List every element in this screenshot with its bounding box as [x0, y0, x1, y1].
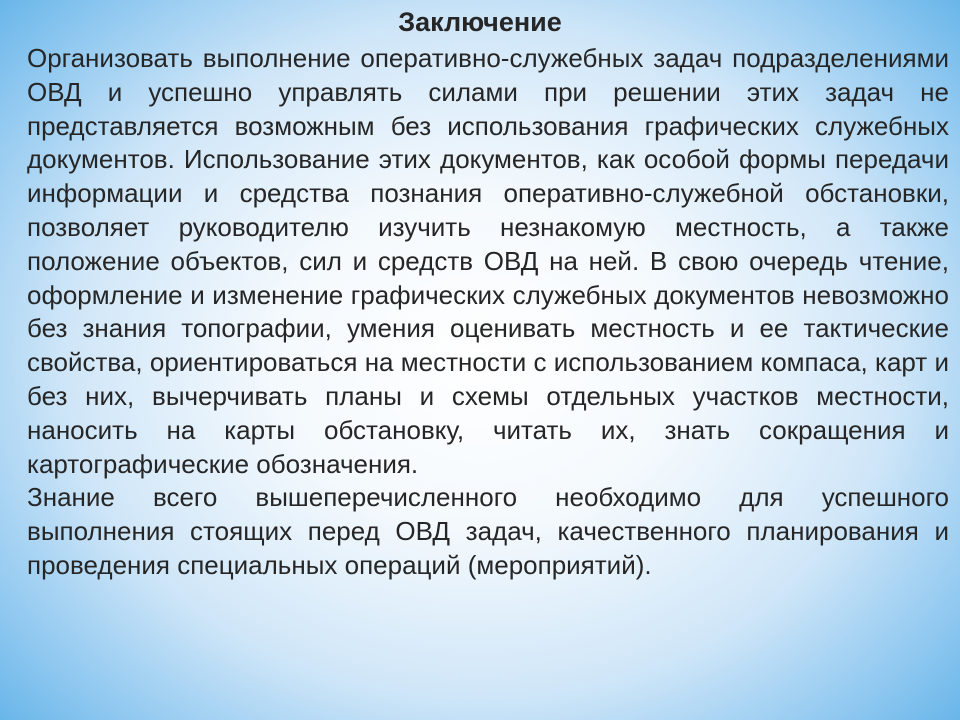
slide-body — [27, 42, 949, 583]
slide-title: Заключение — [398, 7, 562, 37]
body-paragraph-1: Организовать выполнение оперативно-служебных задач подразделениями ОВД и успешно управлять силами при решении этих задач не представляется возможным без использования графических служебных документов. Использование этих документов, как особой формы передачи информации и средства познания оперативно-служебной обстановки, позволяет руководителю изучить незнакомую местность, а также положение объектов, сил и средств ОВД на ней. В свою очередь чтение, оформление и изменение графических служебных документов невозможно без знания топографии, умения оценивать местность и ее тактические свойства, ориентироваться на местности с использованием компаса, карт и без них, вычерчивать планы и схемы отдельных участков местности, наносить на карты обстановку, читать их, знать сокращения и картографические обозначения. — [27, 43, 949, 479]
body-paragraph-2: Знание всего вышеперечисленного необходимо для успешного выполнения стоящих перед ОВД задач, качественного планирования и проведения специальных операций (мероприятий). — [27, 482, 949, 580]
